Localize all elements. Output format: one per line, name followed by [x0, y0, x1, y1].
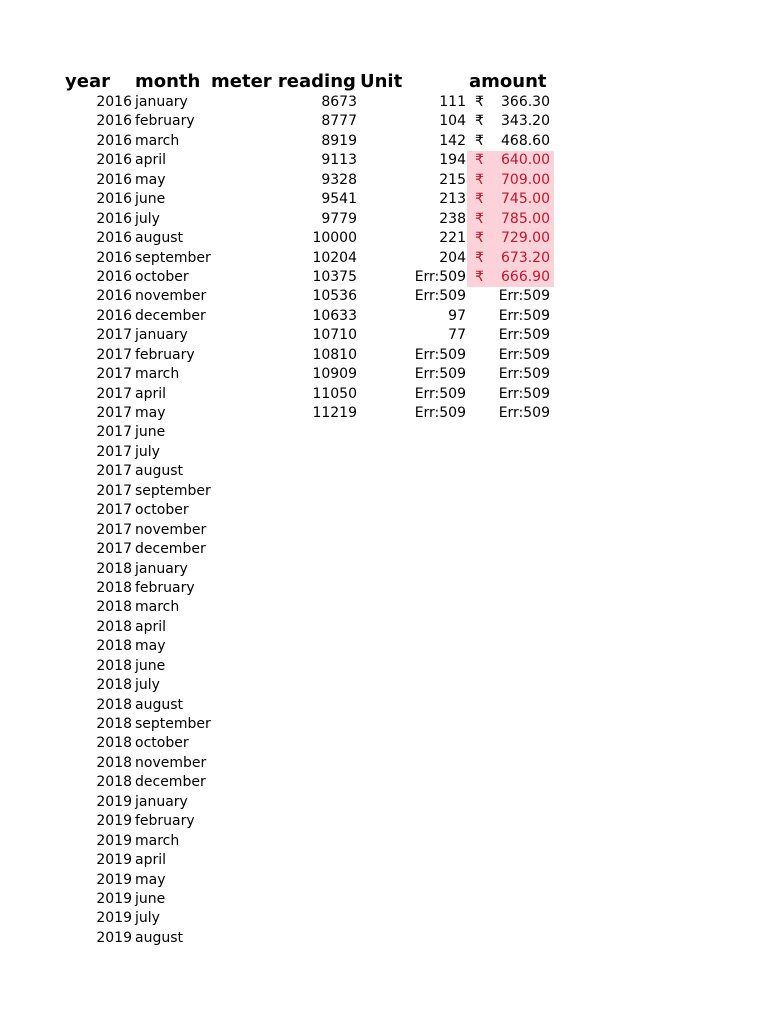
table-row [0, 171, 768, 190]
cell-amount[interactable] [467, 618, 554, 637]
cell-meter-reading[interactable]: 10375 [312, 268, 357, 285]
cell-year[interactable]: 2016 [96, 191, 132, 208]
cell-month[interactable]: september [135, 249, 211, 266]
cell-year[interactable]: 2016 [96, 249, 132, 266]
cell-year[interactable]: 2017 [96, 443, 132, 460]
cell-year[interactable]: 2019 [96, 890, 132, 907]
cell-month[interactable]: november [135, 754, 207, 771]
amount-value: Err:509 [498, 327, 550, 344]
cell-amount[interactable] [467, 326, 554, 345]
cell-month[interactable]: february [135, 346, 195, 363]
amount-value: 666.90 [501, 268, 550, 285]
amount-value: 468.60 [501, 132, 550, 149]
cell-meter-reading[interactable]: 10633 [312, 307, 357, 324]
table-row [0, 112, 768, 131]
table-row [0, 657, 768, 676]
cell-year[interactable]: 2018 [96, 657, 132, 674]
cell-amount[interactable] [467, 637, 554, 656]
header-month: month [135, 71, 201, 92]
cell-meter-reading[interactable]: 9779 [321, 210, 357, 227]
cell-amount[interactable] [467, 287, 554, 306]
cell-year[interactable]: 2016 [96, 230, 132, 247]
cell-month[interactable]: july [135, 677, 160, 694]
cell-month[interactable]: january [135, 793, 188, 810]
table-row [0, 812, 768, 831]
cell-amount[interactable] [467, 657, 554, 676]
currency-symbol: ₹ [475, 268, 484, 285]
cell-unit[interactable]: Err:509 [414, 405, 466, 421]
cell-amount[interactable] [467, 793, 554, 812]
currency-symbol: ₹ [475, 94, 484, 110]
cell-year[interactable]: 2018 [96, 638, 132, 655]
cell-month[interactable]: june [135, 424, 166, 441]
currency-symbol: ₹ [475, 171, 484, 188]
cell-month[interactable]: march [135, 366, 180, 383]
cell-amount[interactable] [467, 307, 554, 326]
cell-amount[interactable] [467, 734, 554, 753]
cell-unit[interactable]: 104 [439, 113, 466, 130]
cell-year[interactable]: 2019 [96, 910, 132, 927]
cell-meter-reading[interactable]: 9328 [321, 171, 357, 188]
amount-value: Err:509 [498, 366, 550, 383]
table-row [0, 754, 768, 773]
cell-month[interactable]: december [135, 541, 206, 558]
table-row [0, 190, 768, 209]
cell-year[interactable]: 2018 [96, 599, 132, 616]
amount-value: Err:509 [498, 385, 550, 402]
cell-amount[interactable] [467, 929, 554, 948]
cell-month[interactable]: january [135, 560, 188, 577]
table-row [0, 598, 768, 617]
table-row [0, 132, 768, 151]
cell-meter-reading[interactable]: 10000 [312, 230, 357, 247]
cell-year[interactable]: 2016 [96, 132, 132, 149]
amount-value: 673.20 [501, 249, 550, 266]
cell-month[interactable]: may [135, 171, 166, 188]
cell-unit[interactable]: 213 [439, 191, 466, 208]
cell-amount[interactable] [467, 385, 554, 404]
cell-amount[interactable] [467, 93, 554, 112]
cell-amount[interactable] [467, 871, 554, 890]
cell-amount[interactable] [467, 676, 554, 695]
table-row [0, 618, 768, 637]
cell-amount[interactable] [467, 249, 554, 268]
table-row [0, 793, 768, 812]
cell-amount[interactable] [467, 229, 554, 248]
table-row [0, 637, 768, 656]
table-row [0, 851, 768, 870]
cell-amount[interactable] [467, 501, 554, 520]
cell-year[interactable]: 2016 [96, 113, 132, 130]
table-row [0, 404, 768, 423]
cell-unit[interactable]: 77 [448, 327, 466, 344]
currency-symbol: ₹ [475, 152, 484, 169]
cell-amount[interactable] [467, 132, 554, 151]
cell-month[interactable]: may [135, 638, 166, 655]
table-row [0, 696, 768, 715]
cell-month[interactable]: june [135, 191, 166, 208]
cell-month[interactable]: september [135, 482, 211, 499]
cell-year[interactable]: 2019 [96, 929, 132, 946]
cell-month[interactable]: january [135, 327, 188, 344]
cell-amount[interactable] [467, 890, 554, 909]
cell-amount[interactable] [467, 151, 554, 170]
cell-meter-reading[interactable]: 9541 [321, 191, 357, 208]
cell-month[interactable]: april [135, 852, 167, 869]
cell-unit[interactable]: 194 [439, 152, 466, 169]
cell-year[interactable]: 2018 [96, 696, 132, 713]
table-row [0, 501, 768, 520]
table-row [0, 307, 768, 326]
cell-month[interactable]: february [135, 113, 195, 130]
cell-unit[interactable]: Err:509 [414, 268, 466, 285]
cell-unit[interactable]: 97 [448, 307, 466, 324]
cell-month[interactable]: january [135, 94, 188, 110]
cell-year[interactable]: 2019 [96, 813, 132, 830]
cell-month[interactable]: october [135, 735, 189, 752]
cell-month[interactable]: june [135, 657, 166, 674]
table-row [0, 210, 768, 229]
cell-month[interactable]: april [135, 152, 167, 169]
cell-amount[interactable] [467, 832, 554, 851]
table-row [0, 229, 768, 248]
cell-year[interactable]: 2019 [96, 871, 132, 888]
cell-month[interactable]: october [135, 502, 189, 519]
cell-amount[interactable] [467, 598, 554, 617]
cell-meter-reading[interactable]: 11219 [312, 405, 357, 421]
cell-unit[interactable]: 204 [439, 249, 466, 266]
cell-amount[interactable] [467, 851, 554, 870]
cell-amount[interactable] [467, 696, 554, 715]
cell-unit[interactable]: 238 [439, 210, 466, 227]
cell-month[interactable]: november [135, 521, 207, 538]
cell-meter-reading[interactable]: 11050 [312, 385, 357, 402]
cell-unit[interactable]: 215 [439, 171, 466, 188]
cell-year[interactable]: 2017 [96, 366, 132, 383]
table-row [0, 249, 768, 268]
cell-year[interactable]: 2017 [96, 346, 132, 363]
cell-amount[interactable] [467, 346, 554, 365]
cell-amount[interactable] [467, 268, 554, 287]
table-row [0, 462, 768, 481]
currency-symbol: ₹ [475, 191, 484, 208]
table-row [0, 579, 768, 598]
cell-month[interactable]: may [135, 871, 166, 888]
cell-amount[interactable] [467, 560, 554, 579]
cell-month[interactable]: december [135, 307, 206, 324]
cell-meter-reading[interactable]: 10536 [312, 288, 357, 305]
cell-amount[interactable] [467, 462, 554, 481]
table-row [0, 540, 768, 559]
data-rows [0, 93, 768, 948]
table-row [0, 715, 768, 734]
cell-amount[interactable] [467, 812, 554, 831]
cell-unit[interactable]: 221 [439, 230, 466, 247]
cell-unit[interactable]: 142 [439, 132, 466, 149]
cell-unit[interactable]: Err:509 [414, 346, 466, 363]
cell-month[interactable]: july [135, 210, 160, 227]
cell-month[interactable]: march [135, 599, 180, 616]
cell-month[interactable]: july [135, 443, 160, 460]
table-row [0, 423, 768, 442]
cell-meter-reading[interactable]: 8919 [321, 132, 357, 149]
cell-year[interactable]: 2019 [96, 852, 132, 869]
cell-month[interactable]: april [135, 385, 167, 402]
cell-year[interactable]: 2019 [96, 793, 132, 810]
cell-amount[interactable] [467, 715, 554, 734]
cell-amount[interactable] [467, 521, 554, 540]
cell-year[interactable]: 2017 [96, 327, 132, 344]
cell-year[interactable]: 2017 [96, 502, 132, 519]
cell-year[interactable]: 2017 [96, 463, 132, 480]
cell-year[interactable]: 2017 [96, 482, 132, 499]
cell-month[interactable]: march [135, 132, 180, 149]
table-row [0, 832, 768, 851]
cell-year[interactable]: 2016 [96, 268, 132, 285]
cell-month[interactable]: august [135, 230, 183, 247]
cell-year[interactable]: 2018 [96, 618, 132, 635]
cell-month[interactable]: august [135, 463, 183, 480]
cell-year[interactable]: 2017 [96, 385, 132, 402]
cell-year[interactable]: 2018 [96, 735, 132, 752]
cell-meter-reading[interactable]: 9113 [321, 152, 357, 169]
cell-year[interactable]: 2016 [96, 307, 132, 324]
cell-amount[interactable] [467, 773, 554, 792]
cell-amount[interactable] [467, 404, 554, 423]
cell-month[interactable]: february [135, 813, 195, 830]
cell-meter-reading[interactable]: 8673 [321, 94, 357, 110]
cell-year[interactable]: 2018 [96, 716, 132, 732]
table-row [0, 385, 768, 404]
amount-value: Err:509 [498, 307, 550, 324]
cell-amount[interactable] [467, 909, 554, 928]
amount-value: Err:509 [498, 405, 550, 421]
cell-meter-reading[interactable]: 8777 [321, 113, 357, 130]
amount-value: 785.00 [501, 210, 550, 227]
cell-month[interactable]: july [135, 910, 160, 927]
cell-year[interactable]: 2016 [96, 171, 132, 188]
currency-symbol: ₹ [475, 113, 484, 130]
cell-year[interactable]: 2016 [96, 94, 132, 110]
cell-meter-reading[interactable]: 10710 [312, 327, 357, 344]
cell-year[interactable]: 2018 [96, 579, 132, 596]
cell-unit[interactable]: Err:509 [414, 385, 466, 402]
amount-value: Err:509 [498, 288, 550, 305]
table-row [0, 365, 768, 384]
cell-unit[interactable]: Err:509 [414, 288, 466, 305]
cell-amount[interactable] [467, 210, 554, 229]
cell-unit[interactable]: 111 [439, 94, 466, 110]
table-row [0, 909, 768, 928]
header-unit: Unit [360, 71, 403, 92]
cell-month[interactable]: november [135, 288, 207, 305]
cell-meter-reading[interactable]: 10909 [312, 366, 357, 383]
table-row [0, 773, 768, 792]
cell-year[interactable]: 2019 [96, 832, 132, 849]
amount-value: 343.20 [501, 113, 550, 130]
cell-amount[interactable] [467, 171, 554, 190]
table-row [0, 890, 768, 909]
currency-symbol: ₹ [475, 210, 484, 227]
table-row [0, 676, 768, 695]
table-row [0, 560, 768, 579]
header-year: year [65, 71, 110, 92]
amount-value: Err:509 [498, 346, 550, 363]
table-row [0, 443, 768, 462]
cell-amount[interactable] [467, 443, 554, 462]
cell-month[interactable]: december [135, 774, 206, 791]
table-row [0, 871, 768, 890]
cell-amount[interactable] [467, 423, 554, 442]
cell-year[interactable]: 2018 [96, 754, 132, 771]
cell-year[interactable]: 2017 [96, 521, 132, 538]
cell-month[interactable]: february [135, 579, 195, 596]
cell-month[interactable]: october [135, 268, 189, 285]
cell-month[interactable]: april [135, 618, 167, 635]
cell-year[interactable]: 2017 [96, 405, 132, 421]
table-row [0, 268, 768, 287]
table-row [0, 482, 768, 501]
cell-year[interactable]: 2016 [96, 210, 132, 227]
cell-amount[interactable] [467, 579, 554, 598]
cell-month[interactable]: june [135, 890, 166, 907]
cell-meter-reading[interactable]: 10204 [312, 249, 357, 266]
cell-year[interactable]: 2018 [96, 560, 132, 577]
cell-amount[interactable] [467, 482, 554, 501]
cell-month[interactable]: may [135, 405, 166, 421]
table-row [0, 93, 768, 112]
table-row [0, 326, 768, 345]
cell-month[interactable]: august [135, 696, 183, 713]
table-row [0, 346, 768, 365]
cell-amount[interactable] [467, 112, 554, 131]
header-meter-reading: meter reading [211, 71, 356, 92]
table-row [0, 734, 768, 753]
cell-year[interactable]: 2017 [96, 541, 132, 558]
cell-amount[interactable] [467, 754, 554, 773]
amount-value: 745.00 [501, 191, 550, 208]
amount-value: 729.00 [501, 230, 550, 247]
cell-unit[interactable]: Err:509 [414, 366, 466, 383]
cell-amount[interactable] [467, 190, 554, 209]
amount-value: 366.30 [501, 94, 550, 110]
cell-amount[interactable] [467, 540, 554, 559]
currency-symbol: ₹ [475, 132, 484, 149]
cell-meter-reading[interactable]: 10810 [312, 346, 357, 363]
cell-year[interactable]: 2017 [96, 424, 132, 441]
table-row [0, 151, 768, 170]
cell-amount[interactable] [467, 365, 554, 384]
table-row [0, 929, 768, 948]
cell-year[interactable]: 2018 [96, 677, 132, 694]
amount-value: 709.00 [501, 171, 550, 188]
table-row [0, 287, 768, 306]
amount-value: 640.00 [501, 152, 550, 169]
header-amount: amount [469, 71, 547, 92]
currency-symbol: ₹ [475, 249, 484, 266]
cell-year[interactable]: 2018 [96, 774, 132, 791]
table-row [0, 521, 768, 540]
cell-year[interactable]: 2016 [96, 288, 132, 305]
currency-symbol: ₹ [475, 230, 484, 247]
cell-year[interactable]: 2016 [96, 152, 132, 169]
cell-month[interactable]: march [135, 832, 180, 849]
cell-month[interactable]: august [135, 929, 183, 946]
cell-month[interactable]: september [135, 716, 211, 732]
